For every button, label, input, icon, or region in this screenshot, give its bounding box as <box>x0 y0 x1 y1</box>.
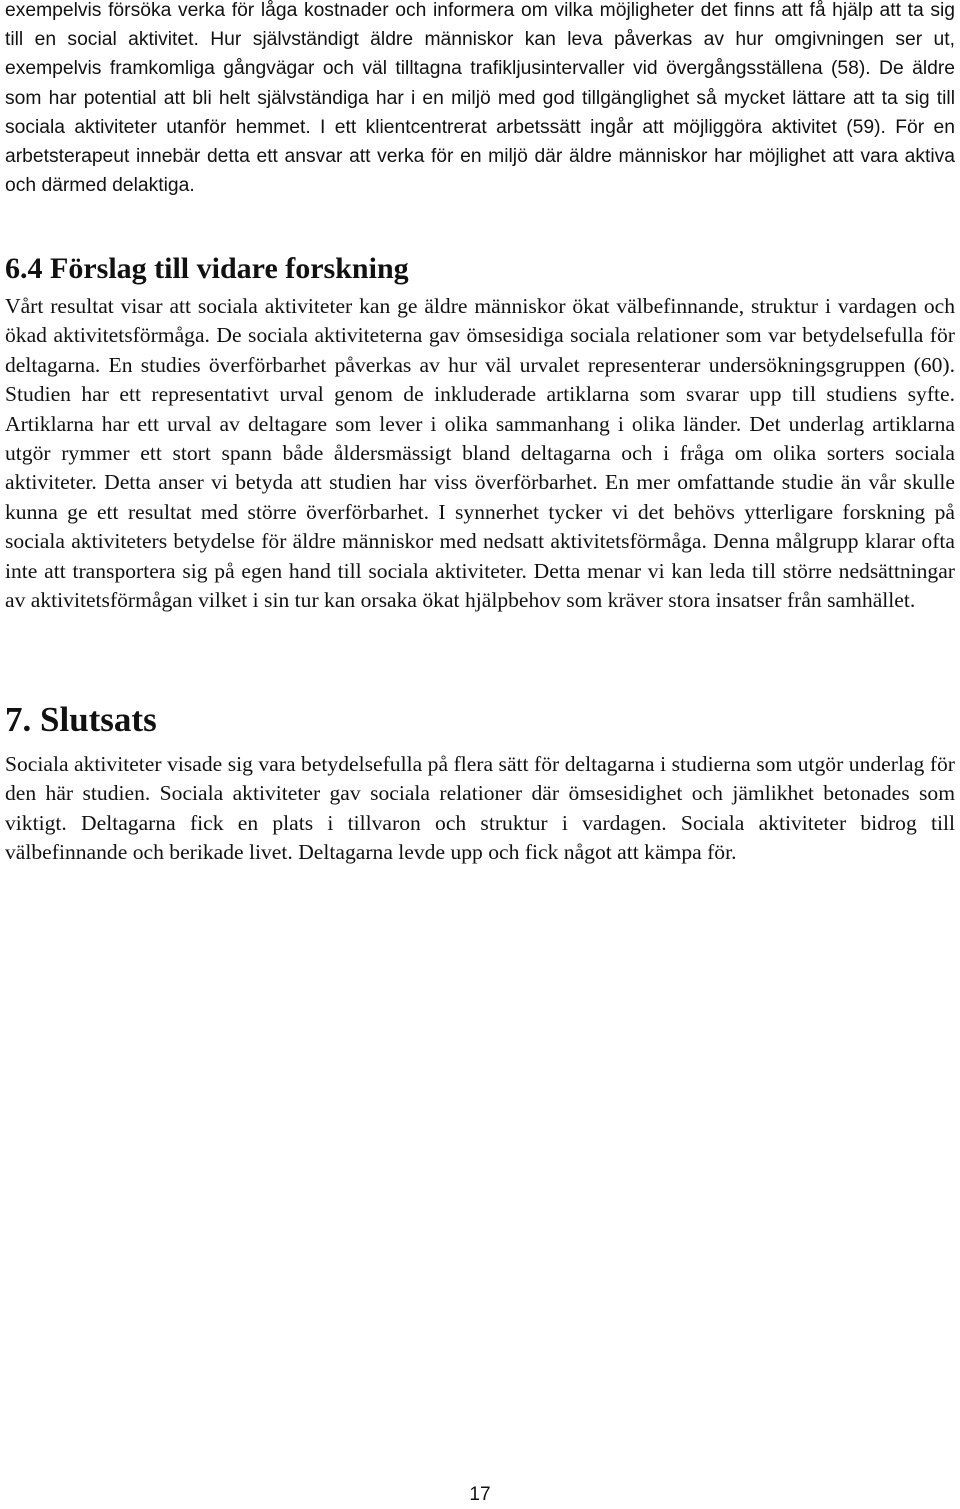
body-paragraph: Sociala aktiviteter visade sig vara betydelsefulla på flera sätt för deltagarna i studierna som utgör underlag för den här studien. Sociala aktiviteter gav sociala relationer där ömsesidighet och jämlikhet betonades som viktigt. Deltagarna fick en plats i tillvaron och struktur i vardagen. Sociala aktiviteter bidrog till välbefinnande och berikade livet. Deltagarna levde upp och fick något att kämpa för. <box>5 752 955 865</box>
chapter-heading: 7. Slutsats <box>5 700 157 739</box>
page-number: 17 <box>469 1484 491 1505</box>
body-paragraph: exempelvis försöka verka för låga kostnader och informera om vilka möjligheter det finns att få hjälp att ta sig till en social aktivitet. Hur självständigt äldre människor kan leva påverkas av hur omgivningen ser ut, exempelvis framkomliga gångvägar och väl tilltagna trafikljusintervaller vid övergångsställena (58). De äldre som har potential att bli helt självständiga har i en miljö med god tillgänglighet så mycket lättare att ta sig till sociala aktiviteter utanför hemmet. I ett klientcentrerat arbetssätt ingår att möjliggöra aktivitet (59). För en arbetsterapeut innebär detta ett ansvar att verka för en miljö där äldre människor har möjlighet att vara aktiva och därmed delaktiga. <box>5 0 955 197</box>
body-paragraph: Vårt resultat visar att sociala aktiviteter kan ge äldre människor ökat välbefinnande, struktur i vardagen och ökad aktivitetsförmåga. De sociala aktiviteterna gav ömsesidiga sociala relationer som var betydelsefulla för deltagarna. En studies överförbarhet påverkas av hur väl urvalet representerar undersökningsgruppen (60). Studien har ett representativt urval genom de inkluderade artiklarna som svarar upp till studiens syfte. Artiklarna har ett urval av deltagare som lever i olika sammanhang i olika länder. Det underlag artiklarna utgör rymmer ett stort spann både åldersmässigt bland deltagarna och i fråga om olika sorters sociala aktiviteter. Detta anser vi betyda att studien har viss överförbarhet. En mer omfattande studie än vår skulle kunna ge ett resultat med större överförbarhet. I synnerhet tycker vi det behövs ytterligare forskning på sociala aktiviteters betydelse för äldre människor med nedsatt aktivitetsförmåga. Denna målgrupp klarar ofta inte att transportera sig på egen hand till sociala aktiviteter. Detta menar vi kan leda till större nedsättningar av aktivitetsförmågan vilket i sin tur kan orsaka ökat hjälpbehov som kräver stora insatser från samhället. <box>5 294 955 613</box>
section-heading: 6.4 Förslag till vidare forskning <box>5 252 409 285</box>
